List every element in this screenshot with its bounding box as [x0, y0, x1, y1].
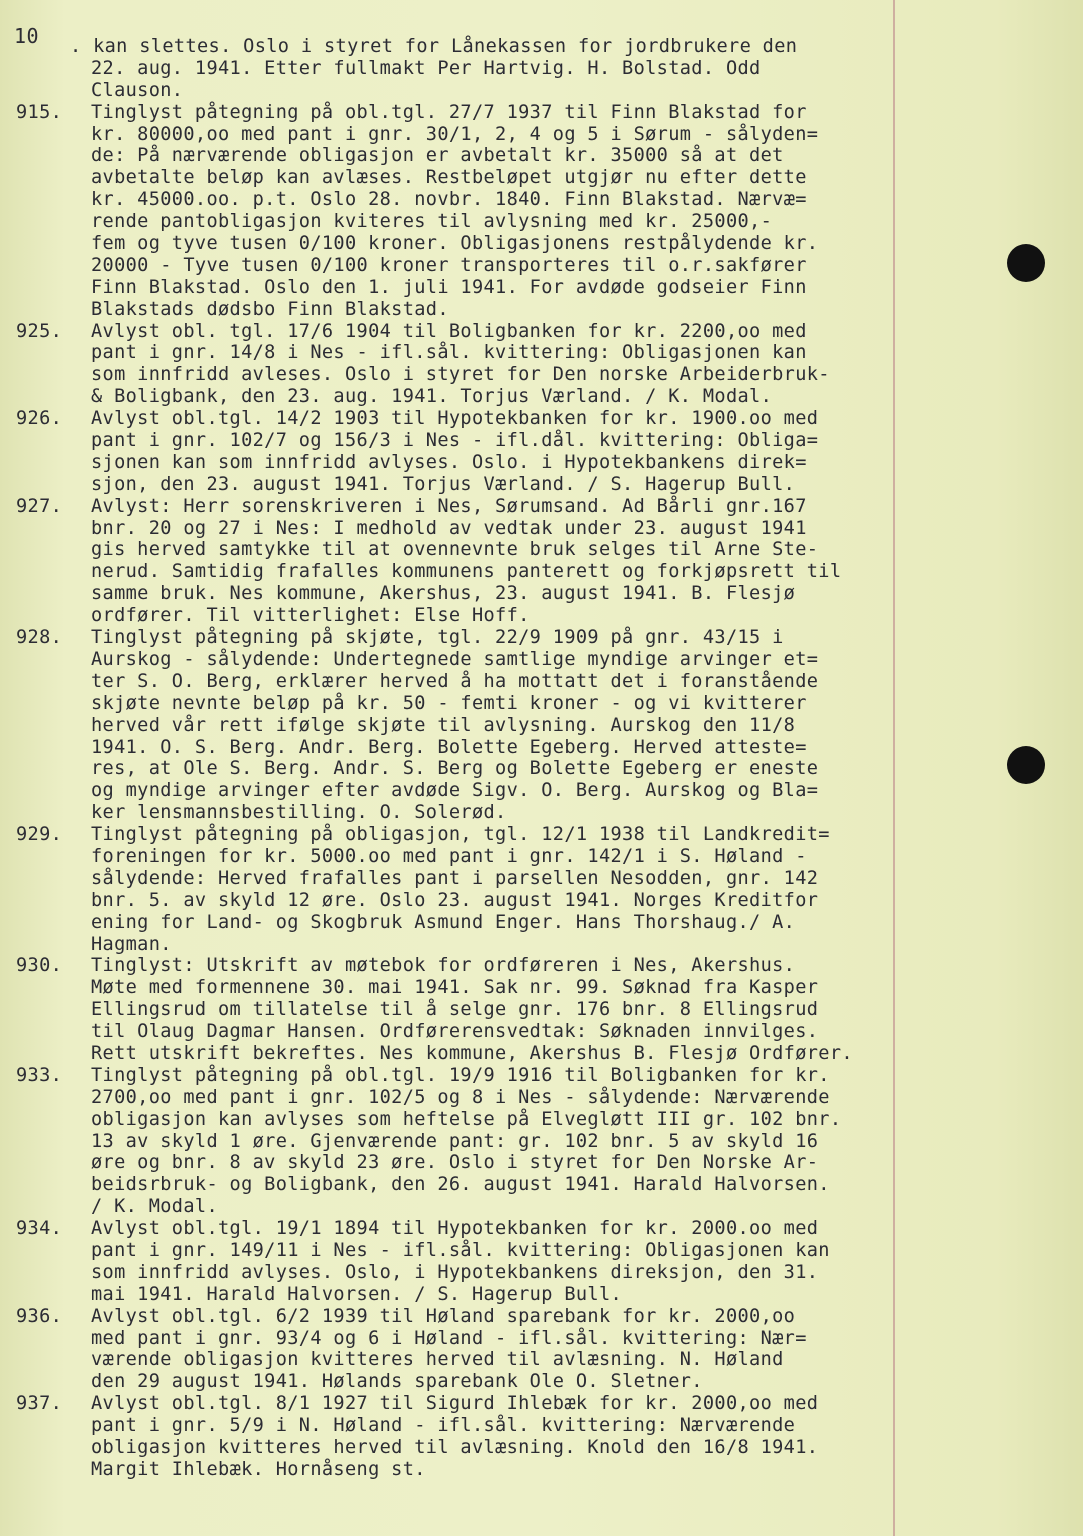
text-line: foreningen for kr. 5000.oo med pant i gnr. 142/1 i S. Høland - [91, 845, 807, 867]
page-number: 10 [14, 24, 40, 48]
ledger-entry [16, 1218, 946, 1306]
text-line: Tinglyst påtegning på skjøte, tgl. 22/9 1909 på gnr. 43/15 i [91, 627, 784, 649]
text-line: beidsrbruk- og Boligbank, den 26. august 1941. Harald Halvorsen. [91, 1174, 830, 1196]
entry-number: 934. [16, 1218, 63, 1240]
text-line: mai 1941. Harald Halvorsen. / S. Hagerup Bull. [91, 1283, 623, 1305]
text-line: Finn Blakstad. Oslo den 1. juli 1941. For avdøde godseier Finn [91, 276, 807, 298]
entry-number: 925. [16, 320, 63, 342]
text-line: gis herved samtykke til at ovennevnte bruk selges til Arne Ste- [91, 539, 819, 561]
ledger-entry [16, 955, 946, 1064]
entry-number: 933. [16, 1064, 63, 1086]
entry-number: 930. [16, 955, 63, 977]
text-line: med pant i gnr. 93/4 og 6 i Høland - ifl.sål. kvittering: Nær= [91, 1327, 807, 1349]
text-line: samme bruk. Nes kommune, Akershus, 23. august 1941. B. Flesjø [91, 583, 796, 605]
text-line: Blakstads dødsbo Finn Blakstad. [91, 298, 449, 320]
text-line: 2700,oo med pant i gnr. 102/5 og 8 i Nes - sålydende: Nærværende [91, 1086, 830, 1108]
text-line: Tinglyst påtegning på obl.tgl. 27/7 1937 til Finn Blakstad for [91, 101, 807, 123]
text-line: som innfridd avleses. Oslo i styret for Den norske Arbeiderbruk- [91, 364, 830, 386]
entry-number: 937. [16, 1393, 63, 1415]
ledger-entry [16, 321, 946, 409]
entry-number: 915. [16, 101, 63, 123]
ledger-entry [16, 102, 946, 321]
text-line: Tinglyst påtegning på obligasjon, tgl. 12/1 1938 til Landkredit= [91, 824, 830, 846]
text-line: skjøte nevnte beløp på kr. 50 - femti kroner - og vi kvitterer [91, 692, 807, 714]
text-line: ening for Land- og Skogbruk Asmund Enger. Hans Thorshaug./ A. [91, 911, 796, 933]
text-line: & Boligbank, den 23. aug. 1941. Torjus Værland. / K. Modal. [91, 386, 773, 408]
text-line: Tinglyst: Utskrift av møtebok for ordføreren i Nes, Akershus. [91, 955, 796, 977]
text-line: bnr. 20 og 27 i Nes: I medhold av vedtak under 23. august 1941 [91, 517, 807, 539]
text-line: værende obligasjon kvitteres herved til avlæsning. N. Høland [91, 1349, 784, 1371]
text-line: 22. aug. 1941. Etter fullmakt Per Hartvig. H. Bolstad. Odd [91, 57, 761, 79]
text-line: pant i gnr. 5/9 i N. Høland - ifl.sål. kvittering: Nærværende [91, 1415, 796, 1437]
text-line: Møte med formennene 30. mai 1941. Sak nr. 99. Søknad fra Kasper [91, 977, 819, 999]
text-line: Avlyst obl.tgl. 6/2 1939 til Høland sparebank for kr. 2000,oo [91, 1305, 796, 1327]
text-line: og myndige arvinger efter avdøde Sigv. O. Berg. Aurskog og Bla= [91, 780, 819, 802]
text-line: ordfører. Til vitterlighet: Else Hoff. [91, 605, 530, 627]
ledger-entry [16, 496, 946, 627]
text-line: Avlyst obl. tgl. 17/6 1904 til Boligbanken for kr. 2200,oo med [91, 320, 807, 342]
ledger-entry [16, 1065, 946, 1218]
text-line: kr. 80000,oo med pant i gnr. 30/1, 2, 4 og 5 i Sørum - sålyden= [91, 123, 819, 145]
continuation-entry [16, 36, 946, 102]
entry-list [16, 102, 946, 1481]
punch-hole-bottom [1007, 746, 1045, 784]
text-line: Clauson. [91, 79, 184, 101]
text-line: rende pantobligasjon kviteres til avlysning med kr. 25000,- [91, 211, 773, 233]
text-line: obligasjon kan avlyses som heftelse på Elvegløtt III gr. 102 bnr. [91, 1108, 842, 1130]
text-line: fem og tyve tusen 0/100 kroner. Obligasjonens restpålydende kr. [91, 233, 819, 255]
text-line: Avlyst obl.tgl. 8/1 1927 til Sigurd Ihlebæk for kr. 2000,oo med [91, 1393, 819, 1415]
text-line: ter S. O. Berg, erklærer herved å ha mottatt det i foranstående [91, 670, 819, 692]
text-line: herved vår rett ifølge skjøte til avlysning. Aurskog den 11/8 [91, 714, 796, 736]
ledger-entry [16, 1393, 946, 1481]
text-line: de: På nærværende obligasjon er avbetalt kr. 35000 så at det [91, 145, 784, 167]
punch-hole-top [1007, 244, 1045, 282]
text-line: nerud. Samtidig frafalles kommunens panterett og forkjøpsrett til [91, 561, 842, 583]
text-line: sålydende: Herved frafalles pant i parsellen Nesodden, gnr. 142 [91, 867, 819, 889]
text-line: avbetalte beløp kan avlæses. Restbeløpet utgjør nu efter dette [91, 167, 807, 189]
text-line: øre og bnr. 8 av skyld 23 øre. Oslo i styret for Den Norske Ar- [91, 1152, 819, 1174]
entry-number: 936. [16, 1305, 63, 1327]
text-line: Rett utskrift bekreftes. Nes kommune, Akershus B. Flesjø Ordfører. [91, 1042, 853, 1064]
text-line: Margit Ihlebæk. Hornåseng st. [91, 1458, 426, 1480]
text-line: til Olaug Dagmar Hansen. Ordførerensvedtak: Søknaden innvilges. [91, 1021, 819, 1043]
text-line: Ellingsrud om tillatelse til å selge gnr. 176 bnr. 8 Ellingsrud [91, 999, 819, 1021]
text-line: som innfridd avlyses. Oslo, i Hypotekbankens direksjon, den 31. [91, 1261, 819, 1283]
ledger-entry [16, 627, 946, 824]
text-line: 1941. O. S. Berg. Andr. Berg. Bolette Egeberg. Herved atteste= [91, 736, 807, 758]
text-line: / K. Modal. [91, 1196, 218, 1218]
text-line: den 29 august 1941. Hølands sparebank Ole O. Sletner. [91, 1371, 703, 1393]
text-line: sjonen kan som innfridd avlyses. Oslo. i Hypotekbankens direk= [91, 451, 807, 473]
text-line: kr. 45000.oo. p.t. Oslo 28. novbr. 1840. Finn Blakstad. Nærvæ= [91, 189, 807, 211]
ledger-entry [16, 1306, 946, 1394]
text-line: Hagman. [91, 933, 172, 955]
text-line: sjon, den 23. august 1941. Torjus Værland. / S. Hagerup Bull. [91, 473, 796, 495]
text-line: pant i gnr. 14/8 i Nes - ifl.sål. kvittering: Obligasjonen kan [91, 342, 807, 364]
text-line: . kan slettes. Oslo i styret for Lånekassen for jordbrukere den [70, 36, 798, 57]
ledger-entry [16, 408, 946, 496]
text-line: pant i gnr. 149/11 i Nes - ifl.sål. kvittering: Obligasjonen kan [91, 1239, 830, 1261]
text-line: res, at Ole S. Berg. Andr. S. Berg og Bolette Egeberg er eneste [91, 758, 819, 780]
entry-number: 928. [16, 627, 63, 649]
entry-number: 929. [16, 824, 63, 846]
text-line: ker lensmannsbestilling. O. Solerød. [91, 802, 507, 824]
text-line: Aurskog - sålydende: Undertegnede samtlige myndige arvinger et= [91, 648, 819, 670]
text-line: obligasjon kvitteres herved til avlæsning. Knold den 16/8 1941. [91, 1437, 819, 1458]
text-line: Avlyst obl.tgl. 19/1 1894 til Hypotekbanken for kr. 2000.oo med [91, 1218, 819, 1240]
entry-number: 926. [16, 408, 63, 430]
ledger-entry [16, 824, 946, 955]
text-line: Avlyst obl.tgl. 14/2 1903 til Hypotekbanken for kr. 1900.oo med [91, 408, 819, 430]
text-line: 20000 - Tyve tusen 0/100 kroner transporteres til o.r.sakfører [91, 254, 807, 276]
ledger-text [16, 36, 946, 1481]
text-line: 13 av skyld 1 øre. Gjenværende pant: gr. 102 bnr. 5 av skyld 16 [91, 1130, 819, 1152]
text-line: Avlyst: Herr sorenskriveren i Nes, Sørumsand. Ad Bårli gnr.167 [91, 495, 807, 517]
text-line: Tinglyst påtegning på obl.tgl. 19/9 1916 til Boligbanken for kr. [91, 1064, 830, 1086]
entry-number: 927. [16, 495, 63, 517]
text-line: bnr. 5. av skyld 12 øre. Oslo 23. august 1941. Norges Kreditfor [91, 889, 819, 911]
text-line: pant i gnr. 102/7 og 156/3 i Nes - ifl.dål. kvittering: Obliga= [91, 430, 819, 452]
